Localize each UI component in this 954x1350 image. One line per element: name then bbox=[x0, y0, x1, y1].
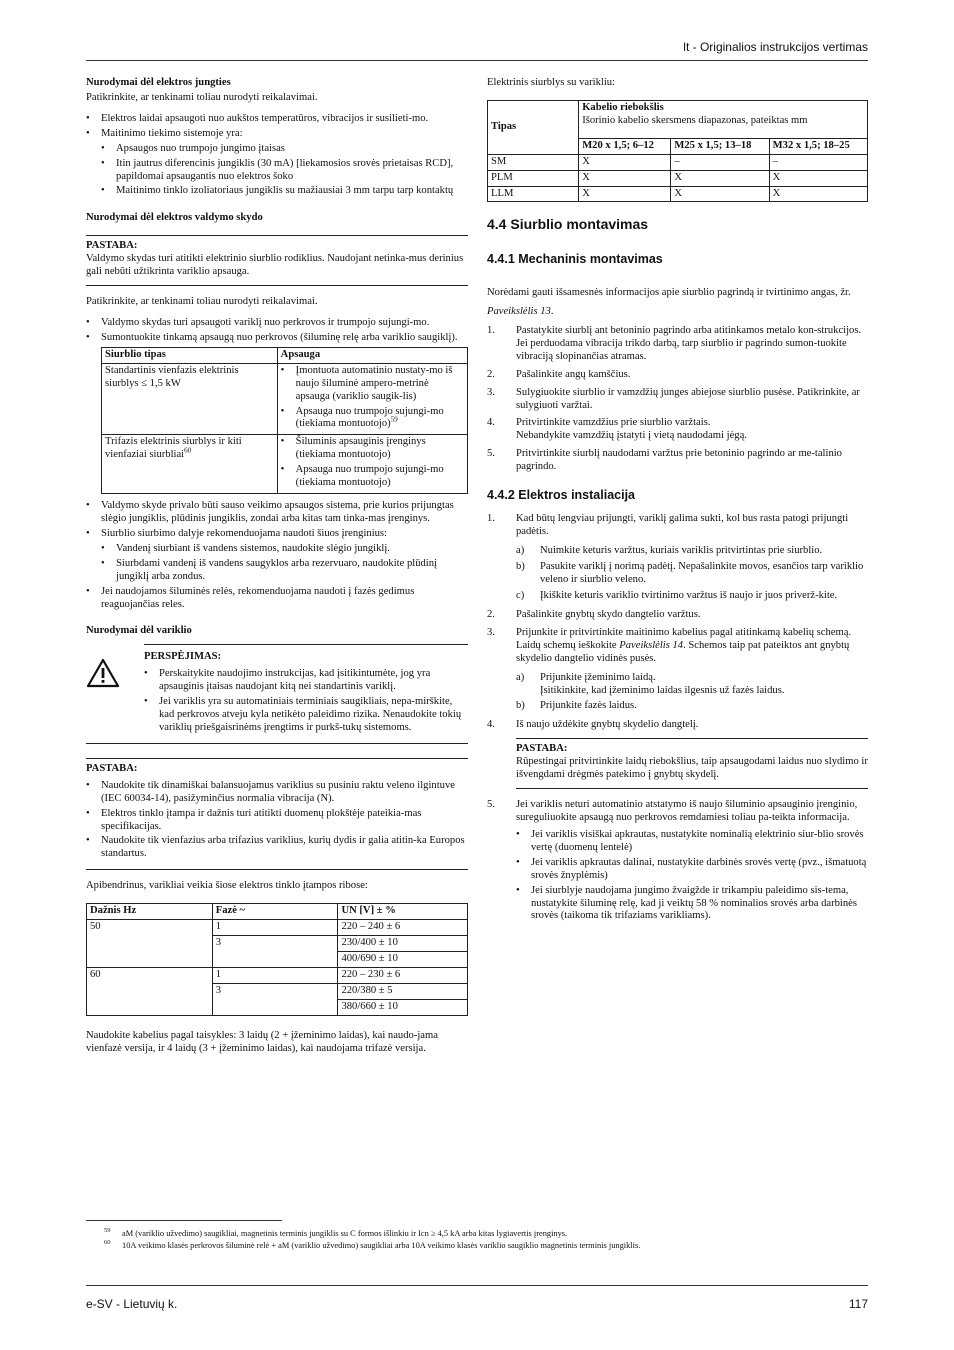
list-item: b) Pasukite variklį į norimą padėtį. Nepašalinkite movos, esančios tarp variklio veleno ir siurblio veleno. bbox=[516, 561, 864, 586]
note-box-2 bbox=[86, 758, 468, 870]
list-item: • Sumontuokite tinkamą apsaugą nuo perkrovos (šiluminę relę arba variklio saugiklį). bbox=[86, 332, 468, 345]
list-item: 5. Jei variklis neturi automatinio atstatymo iš naujo šiluminio apsauginio įrenginio, sureguliuokite apsaugą nuo perkrovos remdamiesi toliau pa-teikta informacija. • Jei variklis visiškai apkrautas, nustatykite nominalią elektrinio siur-blio srovės vertę (duomenų lentelė) • Jei variklis apkrautas dalinai, nustatykite darbinės srovės vertę (pvz., išmatuotą srovės žnyplėmis) • Jei siurblyje naudojama jungimo žvaigžde ir trikampiu paleidimo sis-tema, nustatykite šiluminę relę, kad ji veiktų 58 % nominalios srovės arba darbinės srovės (taikoma tik trifaziams varikliams). bbox=[487, 799, 868, 923]
list-item: 2. Pašalinkite angų kamščius. bbox=[487, 368, 631, 380]
list-item: 4. Pritvirtinkite vamzdžius prie siurblio varžtais. Nebandykite vamzdžių įstatyti į vietą naudodami jėgą. bbox=[487, 417, 747, 442]
cable-gland-table bbox=[487, 100, 868, 203]
mech-steps bbox=[487, 325, 868, 474]
table-row bbox=[488, 186, 868, 202]
list-item: a) Nuimkite keturis varžtus, kuriais variklis pritvirtintas prie siurblio. bbox=[516, 545, 823, 557]
table-cell: X bbox=[769, 170, 867, 186]
table-row bbox=[102, 435, 468, 494]
table-cell bbox=[277, 435, 467, 494]
list-item: b) Prijunkite fazės laidus. bbox=[516, 700, 637, 712]
table-row bbox=[87, 920, 468, 936]
table-cell bbox=[277, 363, 467, 435]
list-item: • Jei variklis apkrautas dalinai, nustatykite darbinės srovės vertę (pvz., išmatuotą srovės žnyplėmis) bbox=[516, 857, 868, 883]
table-cell: LLM bbox=[488, 186, 579, 202]
elec-steps-cont bbox=[487, 799, 868, 923]
table-header: Apsauga bbox=[277, 347, 467, 363]
table-cell: Trifazis elektrinis siurblys ir kiti vienfaziai siurbliai$^{60}$ bbox=[102, 435, 278, 494]
figure-ref[interactable]: Paveikslėlis 14 bbox=[619, 639, 684, 651]
elec-connection-title: Nurodymai dėl elektros jungties bbox=[86, 77, 231, 88]
elec-requirements-list bbox=[86, 113, 468, 199]
footer-doc-name: e-SV - Lietuvių k. bbox=[86, 1297, 178, 1311]
table-header: M20 x 1,5; 6–12 bbox=[579, 138, 671, 154]
list-item: • Perskaitykite naudojimo instrukcijas, kad įsitikintumėte, jog yra apsauginis įtaisas naudojant kitą nei standartinis variklį. bbox=[144, 668, 468, 694]
list-item: • Vandenį siurbiant iš vandens sistemos, naudokite slėgio jungiklį. bbox=[101, 543, 468, 556]
table-cell: X bbox=[671, 170, 769, 186]
table-cell: X bbox=[579, 154, 671, 170]
list-item: • Jei siurblyje naudojama jungimo žvaigžde ir trikampiu paleidimo sis-tema, nustatykite šiluminę relę, kad ji veiktų 58 % nominalios srovės arba darbinės srovės (taikoma tik trifaziams varikliams). bbox=[516, 885, 868, 924]
table-cell: 230/400 ± 10 bbox=[338, 936, 468, 952]
list-item: • Itin jautrus diferencinis jungiklis (30 mA) [liekamosios srovės prietaisas RCD], papildomai apsaugantis nuo elektros šoko bbox=[101, 158, 468, 184]
list-item: 3. Prijunkite ir pritvirtinkite maitinimo kabelius pagal atitinkamą kabelių schemą. Laidų schemų ieškokite Paveikslėlis 14. Schemos taip pat pateiktos ant gnybtų skydelio dangtelio vidinės pusės. a) Prijunkite įžeminimo laidą. Įsitikinkite, kad įžeminimo laidas ilgesnis už fazės laidus. b) Prijunkite fazės laidus. bbox=[487, 627, 868, 714]
note-text: Valdymo skydas turi atitikti elektrinio siurblio rodiklius. Naudojant netinka-mus derinius gali nebūti užtikrinta variklio apsauga. bbox=[86, 253, 464, 278]
footnote-60: 60 10A veikimo klasės perkrovos šiluminė relė + aM (variklio užvedimo) saugikliai arba 10A veikimo klasės variklio saugiklio magnetinis terminis jungiklis. bbox=[104, 1238, 641, 1250]
footnote-ref: 60 bbox=[184, 446, 192, 455]
table-row bbox=[102, 363, 468, 435]
table-cell: 220 – 240 ± 6 bbox=[338, 920, 468, 936]
table-row bbox=[87, 967, 468, 983]
list-item: • Elektros laidai apsaugoti nuo aukštos temperatūros, vibracijos ir susilieti-mo. bbox=[86, 113, 468, 126]
table-row bbox=[488, 154, 868, 170]
list-item: 2. Pašalinkite gnybtų skydo dangtelio varžtus. bbox=[487, 608, 701, 620]
list-item: 4. Iš naujo uždėkite gnybtų skydelio dangtelį. bbox=[487, 719, 699, 731]
left-column bbox=[86, 77, 468, 1062]
list-item: a) Prijunkite įžeminimo laidą. Įsitikinkite, kad įžeminimo laidas ilgesnis už fazės laidus. bbox=[516, 671, 785, 696]
control-panel-title: Nurodymai dėl elektros valdymo skydo bbox=[86, 212, 263, 224]
section-heading-4-4-2: 4.4.2 Elektros instaliacija bbox=[487, 488, 635, 503]
list-item: 1. Kad būtų lengviau prijungti, variklį galima sukti, kol bus rasta patogi prijungti padėtis. a) Nuimkite keturis varžtus, kuriais variklis pritvirtintas prie siurblio. b) Pasukite variklį į norimą padėtį. Nepašalinkite movos, esančios tarp variklio veleno ir siurblio veleno. c) Įkiškite keturis variklio tvirtinimo varžtus iš naujo ir juos priverž-kite. bbox=[487, 513, 868, 603]
voltage-table bbox=[86, 903, 468, 1015]
elec-steps bbox=[487, 513, 868, 732]
table-cell: 1 bbox=[212, 920, 338, 936]
page-header: lt - Originalios instrukcijos vertimas bbox=[683, 40, 868, 54]
table-header: Dažnis Hz bbox=[87, 904, 213, 920]
list-item: 3. Sulygiuokite siurblio ir vamzdžių junges abiejose siurblio pusėse. Patikrinkite, ar sulygiuoti varžtai. bbox=[487, 386, 860, 411]
table-cell: – bbox=[769, 154, 867, 170]
page-number: 117 bbox=[848, 1297, 868, 1311]
note-title: PASTABA: bbox=[86, 762, 138, 774]
list-item: • Siurblio siurbimo dalyje rekomenduojama naudoti šiuos įrenginius: • Vandenį siurbiant iš vandens sistemos, naudokite slėgio jungiklį. • Siurbdami vandenį iš vandens saugyklos arba rezervuaro, naudokite plūdinį jungiklį arba zondus. bbox=[86, 528, 468, 584]
list-item: • Valdymo skyde privalo būti sauso veikimo apsaugos sistema, prie kurios prijungtas slėgio jungiklis, plūdinis jungiklis, zondai arba kitas tam tinka-mas įrenginys. bbox=[86, 500, 468, 526]
footnote-59: 59 aM (variklio užvedimo) saugikliai, magnetinis terminis jungiklis su C formos išlinkiu ir Icn ≥ 4,5 kA arba kitas lygiavertis įrenginys. bbox=[104, 1227, 568, 1238]
footnote-ref: 59 bbox=[390, 415, 398, 424]
section-heading-4-4: 4.4 Siurblio montavimas bbox=[487, 216, 649, 233]
table-cell: – bbox=[671, 154, 769, 170]
list-item: • Apsaugos nuo trumpojo jungimo įtaisas bbox=[101, 143, 468, 156]
list-item: c) Įkiškite keturis variklio tvirtinimo varžtus iš naujo ir juos priverž-kite. bbox=[516, 589, 838, 601]
table-header: UN [V] ± % bbox=[338, 904, 468, 920]
table-cell: Standartinis vienfazis elektrinis siurblys ≤ 1,5 kW bbox=[102, 363, 278, 435]
list-item: • Jei variklis visiškai apkrautas, nustatykite nominalią elektrinio siur-blio srovės vertę (duomenų lentelė) bbox=[516, 829, 868, 855]
table-cell: X bbox=[579, 186, 671, 202]
table-cell: 50 bbox=[87, 920, 213, 968]
elec-intro: Patikrinkite, ar tenkinami toliau nurodyti reikalavimai. bbox=[86, 91, 318, 103]
list-item: • Siurbdami vandenį iš vandens saugyklos arba rezervuaro, naudokite plūdinį jungiklį arba zondus. bbox=[101, 558, 468, 584]
footnotes bbox=[104, 1228, 874, 1252]
table-cell: 400/690 ± 10 bbox=[338, 952, 468, 968]
table-cell: 60 bbox=[87, 967, 213, 1015]
panel-intro: Patikrinkite, ar tenkinami toliau nurodyti reikalavimai. bbox=[86, 296, 318, 308]
list-item: • Šiluminis apsauginis įrenginys (tiekiama montuotojo) bbox=[281, 436, 464, 462]
note-title: PASTABA: bbox=[86, 240, 138, 252]
pump-motor-intro: Elektrinis siurblys su varikliu: bbox=[487, 77, 615, 88]
cable-rules-text: Naudokite kabelius pagal taisykles: 3 laidų (2 + įžeminimo laidas), kai naudo-jama vienfazė versija, ir 4 laidų (3 + įžeminimo laidas), kai naudojama trifazė versija. bbox=[86, 1029, 438, 1054]
note-box-3 bbox=[516, 738, 868, 789]
list-item: 5. Pritvirtinkite siurblį naudodami varžtus prie betoninio pagrindo ar me-talinio pagrindo. bbox=[487, 448, 842, 473]
footnote-rule bbox=[86, 1220, 282, 1221]
right-column bbox=[487, 77, 868, 929]
table-header: Siurblio tipas bbox=[102, 347, 278, 363]
warning-title: PERSPĖJIMAS: bbox=[144, 651, 222, 663]
note-title: PASTABA: bbox=[516, 743, 568, 755]
table-cell: 1 bbox=[212, 967, 338, 983]
note-text: Rūpestingai pritvirtinkite laidų riebokšlius, taip apsaugodami laidus nuo slydimo ir išvengdami drėgmės patekimo į gnybtų skydelį. bbox=[516, 756, 868, 781]
table-cell: X bbox=[579, 170, 671, 186]
list-item: • Maitinimo tinklo izoliatoriaus jungiklis su mažiausiai 3 mm tarpu tarp kontaktų bbox=[101, 185, 468, 198]
list-item: • Elektros tinklo įtampa ir dažnis turi atitikti duomenų plokštėje pateikia-mas specifikacijas. bbox=[86, 808, 468, 834]
voltage-summary: Apibendrinus, varikliai veikia šiose elektros tinklo įtampos ribose: bbox=[86, 880, 368, 892]
table-cell: X bbox=[671, 186, 769, 202]
list-item: • Apsauga nuo trumpojo sujungi-mo (tiekiama montuotojo) bbox=[281, 464, 464, 490]
warning-triangle-icon bbox=[86, 644, 144, 737]
table-cell: 3 bbox=[212, 936, 338, 968]
list-item: 1. Pastatykite siurblį ant betoninio pagrindo arba atitinkamos metalo kon-strukcijos. Jei perduodama vibracija trikdo darbą, tarp siurblio ir pagrindo sumon-tuokite vibraciją slopinančias atramas. bbox=[487, 324, 862, 362]
table-header: Kabelio riebokšlis Išorinio kabelio skersmens diapazonas, pateiktas mm bbox=[579, 100, 868, 138]
table-header: M32 x 1,5; 18–25 bbox=[769, 138, 867, 154]
table-cell: 3 bbox=[212, 983, 338, 1015]
table-cell: PLM bbox=[488, 170, 579, 186]
table-cell: 220 – 230 ± 6 bbox=[338, 967, 468, 983]
note-box-1 bbox=[86, 235, 468, 286]
motor-title: Nurodymai dėl variklio bbox=[86, 625, 192, 637]
list-item: • Įmontuota automatinio nustaty-mo iš naujo šiluminė ampero-metrinė apsauga (variklio saugik-lis) bbox=[281, 365, 464, 404]
mech-intro: Norėdami gauti išsamesnės informacijos apie siurblio pagrindą ir tvirtinimo angas, žr. Paveikslėlis 13. bbox=[487, 286, 851, 317]
list-item: • Apsauga nuo trumpojo sujungi-mo (tiekiama montuotojo)$^{59}$ bbox=[281, 406, 464, 432]
list-item: • Maitinimo tiekimo sistemoje yra: • Apsaugos nuo trumpojo jungimo įtaisas • Itin jautrus diferencinis jungiklis (30 mA) [liekamosios srovės prietaisas RCD], papildomai apsaugantis nuo elektros šoko • Maitinimo tinklo izoliatoriaus jungiklis su mažiausiai 3 mm tarpu tarp kontaktų bbox=[86, 128, 468, 199]
table-header: M25 x 1,5; 13–18 bbox=[671, 138, 769, 154]
table-cell: 380/660 ± 10 bbox=[338, 999, 468, 1015]
figure-ref[interactable]: Paveikslėlis 13 bbox=[487, 305, 551, 317]
list-item: • Naudokite tik dinamiškai balansuojamus variklius su pusiniu raktu veleno ilgintuve (IEC 60034-14), pasižyminčius normalia vibracija (N). bbox=[86, 780, 468, 806]
list-item: • Jei variklis yra su automatiniais terminiais saugikliais, nepa-mirškite, kad perkrovos atveju kyla netikėto paleidimo rizika. Nenaudokite tokių variklių priešgaisrinėms įrengtims ir purkš-tukų sistemoms. bbox=[144, 696, 468, 735]
table-cell: X bbox=[769, 186, 867, 202]
panel-requirements-list bbox=[86, 317, 468, 345]
list-item: • Jei naudojamos šiluminės relės, rekomenduojama naudoti į fazės gedimus reaguojančias reles. bbox=[86, 586, 468, 612]
section-heading-4-4-1: 4.4.1 Mechaninis montavimas bbox=[487, 251, 663, 266]
footer-rule bbox=[86, 1285, 868, 1286]
table-cell: SM bbox=[488, 154, 579, 170]
header-rule bbox=[86, 60, 868, 61]
warning-box bbox=[86, 644, 468, 744]
table-header: Tipas bbox=[488, 100, 579, 154]
table-row bbox=[488, 170, 868, 186]
list-item: • Naudokite tik vienfazius arba trifazius variklius, kurių dydis ir galia atitin-ka Europos standartus. bbox=[86, 835, 468, 861]
panel-requirements-list-2 bbox=[86, 500, 468, 611]
protection-table bbox=[101, 347, 468, 494]
table-cell: 220/380 ± 5 bbox=[338, 983, 468, 999]
table-header: Fazė ~ bbox=[212, 904, 338, 920]
list-item: • Valdymo skydas turi apsaugoti variklį nuo perkrovos ir trumpojo sujungi-mo. bbox=[86, 317, 468, 330]
